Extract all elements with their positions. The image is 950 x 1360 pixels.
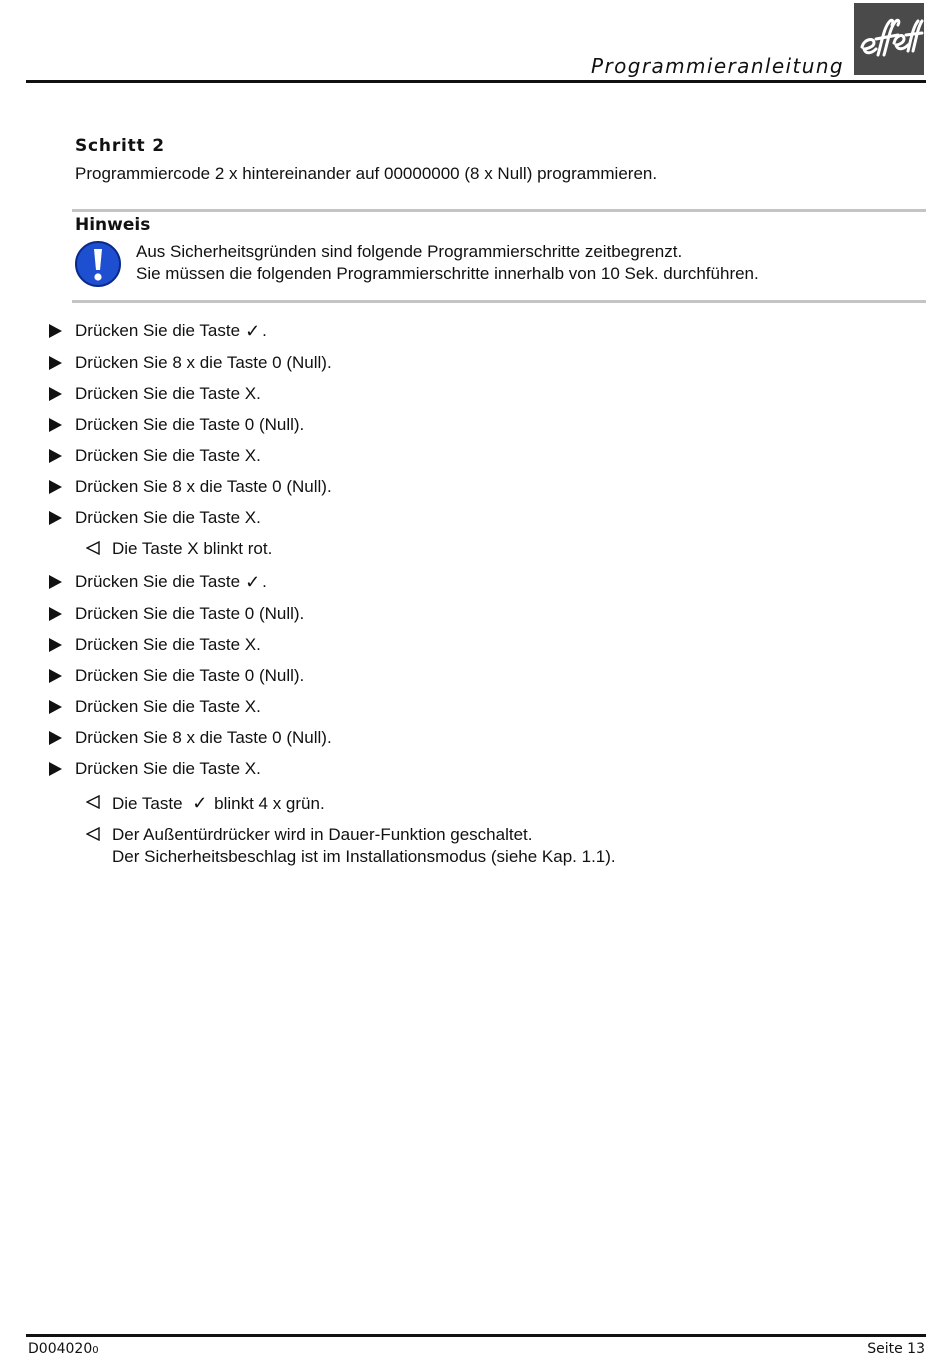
document-id-main: D004020 <box>28 1341 93 1357</box>
document-id <box>28 1341 99 1357</box>
step-text: Drücken Sie die Taste X. <box>75 446 261 465</box>
step-text: Drücken Sie die Taste 0 (Null). <box>75 415 305 434</box>
note-bottom-rule <box>72 300 926 303</box>
step-item <box>49 320 267 342</box>
step-item <box>49 603 304 625</box>
check-icon: ✓ <box>192 793 208 813</box>
document-id-suffix: 0 <box>92 1345 99 1356</box>
step-text: Drücken Sie 8 x die Taste 0 (Null). <box>75 477 332 496</box>
exclamation-icon <box>74 240 122 288</box>
step-text: Drücken Sie die Taste X. <box>75 759 261 778</box>
action-arrow-icon <box>49 731 62 745</box>
action-arrow-icon <box>49 607 62 621</box>
step-item <box>49 571 267 593</box>
step-text: Drücken Sie die Taste 0 (Null). <box>75 666 305 685</box>
step-item <box>49 758 261 780</box>
step-item <box>49 507 261 529</box>
action-arrow-icon <box>49 324 62 338</box>
step-text-end: . <box>262 321 267 340</box>
step-text: Drücken Sie die Taste X. <box>75 635 261 654</box>
header-title: Programmieranleitung <box>591 54 844 78</box>
action-arrow-icon <box>49 575 62 589</box>
eff-eff-logo-icon <box>854 3 924 75</box>
result-arrow-icon <box>86 541 100 555</box>
result-arrow-icon <box>86 795 100 809</box>
result-text: Die Taste X blinkt rot. <box>112 539 273 558</box>
step-item <box>49 445 261 467</box>
step-item <box>49 476 332 498</box>
step-item <box>49 383 261 405</box>
action-arrow-icon <box>49 669 62 683</box>
check-icon: ✓ <box>245 320 261 341</box>
action-arrow-icon <box>49 638 62 652</box>
action-arrow-icon <box>49 449 62 463</box>
step-item <box>49 634 261 656</box>
step-text: Drücken Sie die Taste X. <box>75 697 261 716</box>
step-item <box>49 665 304 687</box>
action-arrow-icon <box>49 387 62 401</box>
action-arrow-icon <box>49 480 62 494</box>
step-text: Drücken Sie 8 x die Taste 0 (Null). <box>75 353 332 372</box>
section-text: Programmiercode 2 x hintereinander auf 00000000 (8 x Null) programmieren. <box>75 164 658 183</box>
brand-logo <box>854 3 924 75</box>
result-text: Die Taste <box>112 794 183 813</box>
step-text: Drücken Sie die Taste X. <box>75 384 261 403</box>
result-arrow-icon <box>86 827 100 841</box>
page-number: Seite 13 <box>867 1341 925 1357</box>
step-item <box>49 352 332 374</box>
result-item <box>86 538 272 560</box>
step-text-end: . <box>262 572 267 591</box>
step-text: Drücken Sie die Taste <box>75 321 241 340</box>
action-arrow-icon <box>49 511 62 525</box>
step-item <box>49 414 304 436</box>
action-arrow-icon <box>49 418 62 432</box>
header-rule <box>26 80 926 83</box>
action-arrow-icon <box>49 356 62 370</box>
step-text: Drücken Sie die Taste X. <box>75 508 261 527</box>
note-top-rule <box>72 209 926 212</box>
result-text-end: blinkt 4 x grün. <box>214 794 325 813</box>
note-line: Sie müssen die folgenden Programmierschritte innerhalb von 10 Sek. durchführen. <box>136 264 759 283</box>
check-icon: ✓ <box>245 571 261 592</box>
result-item <box>86 792 325 815</box>
note-title: Hinweis <box>75 215 151 235</box>
result-text: Der Sicherheitsbeschlag ist im Installationsmodus (siehe Kap. 1.1). <box>112 847 616 866</box>
note-line: Aus Sicherheitsgründen sind folgende Programmierschritte zeitbegrenzt. <box>136 242 683 261</box>
action-arrow-icon <box>49 700 62 714</box>
result-item <box>86 824 616 868</box>
action-arrow-icon <box>49 762 62 776</box>
result-text: Der Außentürdrücker wird in Dauer-Funktion geschaltet. <box>112 825 533 844</box>
step-item <box>49 696 261 718</box>
step-item <box>49 727 332 749</box>
step-text: Drücken Sie die Taste 0 (Null). <box>75 604 305 623</box>
footer-rule <box>26 1334 926 1337</box>
step-text: Drücken Sie die Taste <box>75 572 241 591</box>
step-text: Drücken Sie 8 x die Taste 0 (Null). <box>75 728 332 747</box>
section-heading: Schritt 2 <box>75 136 165 156</box>
